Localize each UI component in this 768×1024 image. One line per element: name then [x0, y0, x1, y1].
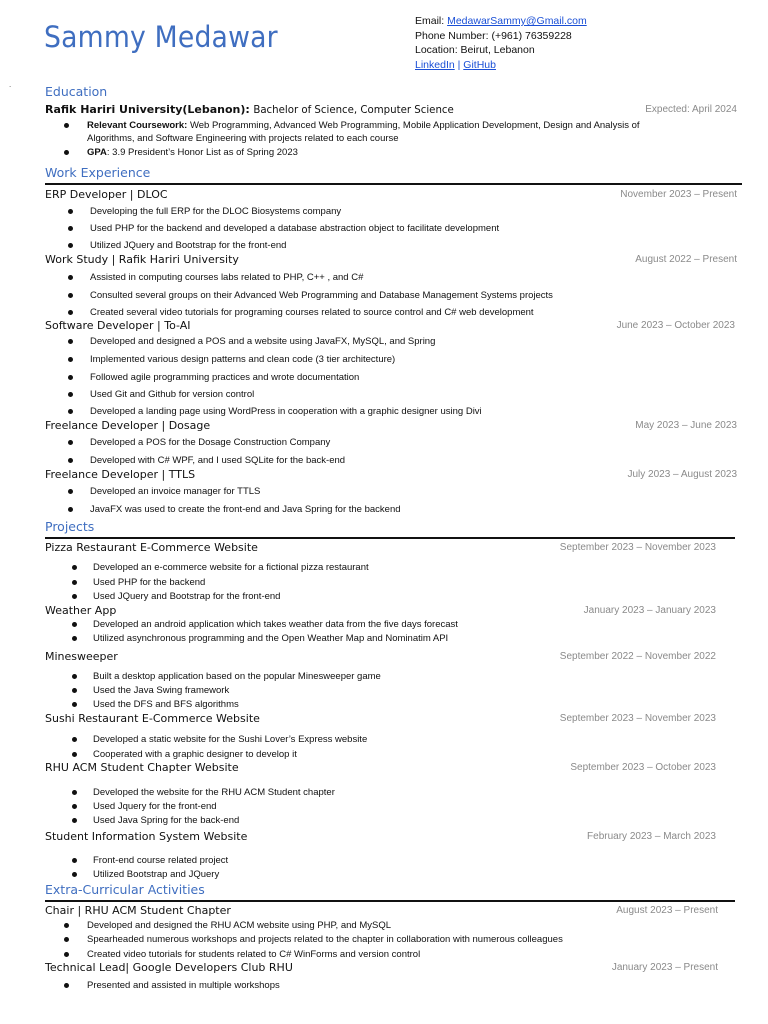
- bullet-text: Utilized JQuery and Bootstrap for the front-end: [90, 240, 287, 251]
- list-item: [93, 576, 205, 589]
- bullet-dot: [72, 622, 77, 627]
- project-title: Minesweeper: [45, 650, 118, 663]
- bullet-dot: [72, 565, 77, 570]
- bullet-text: Built a desktop application based on the popular Minesweeper game: [93, 671, 381, 682]
- list-item: [93, 748, 297, 761]
- bullet-text: Consulted several groups on their Advanced Web Programming and Database Management Systems projects: [90, 290, 553, 301]
- bullet-text: Used Jquery for the front-end: [93, 801, 217, 812]
- bullet-text: Spearheaded numerous workshops and projects related to the chapter in collaboration with numerous colleagues: [87, 934, 563, 945]
- gpa-label: GPA: [87, 147, 107, 158]
- list-item: [93, 670, 381, 683]
- activity-date: August 2023 – Present: [616, 905, 718, 916]
- bullet-text: Developed a POS for the Dosage Construction Company: [90, 437, 331, 448]
- school-name: Rafik Hariri University(Lebanon):: [45, 103, 250, 116]
- project-date: September 2023 – November 2023: [559, 542, 716, 553]
- bullet-dot: [68, 409, 73, 414]
- bullet-text: JavaFX was used to create the front-end and Java Spring for the backend: [90, 504, 401, 515]
- list-item: [90, 388, 254, 401]
- bullet-text: Developing the full ERP for the DLOC Biosystems company: [90, 206, 342, 217]
- bullet-dot: [68, 375, 73, 380]
- bullet-dot: [64, 952, 69, 957]
- project-title: Pizza Restaurant E-Commerce Website: [45, 541, 258, 554]
- bullet-text: Created video tutorials for students related to C# WinForms and version control: [87, 949, 421, 960]
- bullet-dot: [72, 872, 77, 877]
- project-date: September 2023 – October 2023: [570, 762, 716, 773]
- bullet-text: Utilized Bootstrap and JQuery: [93, 869, 220, 880]
- bullet-text: Cooperated with a graphic designer to develop it: [93, 749, 297, 760]
- list-item: [90, 503, 401, 516]
- projects-rule: [45, 537, 735, 539]
- bullet-text: Developed a static website for the Sushi Lover’s Express website: [93, 734, 368, 745]
- bullet-text: Used Git and Github for version control: [90, 389, 255, 400]
- bullet-text: Used PHP for the backend and developed a database abstraction object to facilitate development: [90, 223, 500, 234]
- list-item: [87, 948, 420, 961]
- bullet-text: Used the DFS and BFS algorithms: [93, 699, 239, 710]
- bullet-text: Developed an android application which takes weather data from the five days forecast: [93, 619, 458, 630]
- coursework-label: Relevant Coursework:: [87, 120, 188, 131]
- bullet-text: Developed an invoice manager for TTLS: [90, 486, 261, 497]
- list-item: [90, 289, 553, 302]
- bullet-text: Developed with C# WPF, and I used SQLite for the back-end: [90, 455, 346, 466]
- job-title: Freelance Developer | Dosage: [45, 419, 211, 432]
- bullet-dot: [72, 790, 77, 795]
- bullet-text: Front-end course related project: [93, 855, 229, 866]
- list-item: [90, 271, 363, 284]
- list-item: [93, 590, 280, 603]
- list-item: [93, 684, 229, 697]
- bullet-dot: [68, 310, 73, 315]
- bullet-text: Created several video tutorials for programing courses related to source control and C# web development: [90, 307, 534, 318]
- degree: Bachelor of Science, Computer Science: [253, 105, 454, 116]
- activity-date: January 2023 – Present: [611, 962, 718, 973]
- list-item: [93, 868, 219, 881]
- bullet-text: Developed and designed the RHU ACM website using PHP, and MySQL: [87, 920, 391, 931]
- list-item: [93, 561, 369, 574]
- work-heading: Work Experience: [45, 165, 151, 180]
- education-heading: Education: [45, 84, 108, 99]
- list-item: [90, 239, 286, 252]
- bullet-dot: [68, 440, 73, 445]
- bullet-dot: [68, 339, 73, 344]
- phone-line: [415, 29, 587, 44]
- stray-mark: .: [9, 80, 12, 89]
- list-item: [93, 632, 448, 645]
- bullet-dot: [68, 226, 73, 231]
- coursework-line1: Web Programming, Advanced Web Programming, Mobile Application Development, Design and Analysis of: [189, 120, 640, 131]
- list-item: [87, 979, 280, 992]
- bullet-dot: [72, 594, 77, 599]
- bullet-dot: [72, 674, 77, 679]
- bullet-dot: [68, 392, 73, 397]
- job-title: Freelance Developer | TTLS: [45, 468, 196, 481]
- list-item: [90, 454, 345, 467]
- bullet-dot: [72, 688, 77, 693]
- project-date: February 2023 – March 2023: [587, 831, 716, 842]
- project-title: Student Information System Website: [45, 830, 248, 843]
- bullet-dot: [68, 458, 73, 463]
- gpa-bullet: [87, 146, 298, 159]
- list-item: [93, 618, 458, 631]
- location-value: Beirut, Lebanon: [460, 44, 535, 56]
- list-item: [93, 786, 335, 799]
- extra-heading: Extra-Curricular Activities: [45, 882, 205, 897]
- project-date: September 2023 – November 2023: [559, 713, 716, 724]
- links-line: [415, 58, 587, 73]
- link-separator: |: [457, 58, 461, 71]
- email-link[interactable]: MedawarSammy@Gmail.com: [447, 15, 587, 27]
- job-title: ERP Developer | DLOC: [45, 188, 168, 201]
- github-link[interactable]: GitHub: [463, 58, 496, 71]
- bullet-text: Used Java Spring for the back-end: [93, 815, 240, 826]
- phone-value: (+961) 76359228: [491, 29, 572, 42]
- project-date: January 2023 – January 2023: [583, 605, 716, 616]
- list-item: [90, 371, 359, 384]
- job-title: Software Developer | To-AI: [45, 319, 191, 332]
- project-title: Weather App: [45, 604, 117, 617]
- job-title: Work Study | Rafik Hariri University: [45, 253, 239, 266]
- work-rule: [45, 183, 742, 185]
- list-item: [90, 306, 534, 319]
- job-date: November 2023 – Present: [620, 189, 737, 200]
- job-date: May 2023 – June 2023: [635, 420, 737, 431]
- list-item: [90, 436, 330, 449]
- bullet-dot: [68, 209, 73, 214]
- projects-heading: Projects: [45, 519, 95, 534]
- bullet-text: Used the Java Swing framework: [93, 685, 230, 696]
- bullet-text: Used PHP for the backend: [93, 577, 206, 588]
- list-item: [93, 800, 217, 813]
- bullet-text: Developed and designed a POS and a website using JavaFX, MySQL, and Spring: [90, 336, 436, 347]
- activity-title: Chair | RHU ACM Student Chapter: [45, 904, 231, 917]
- contact-block: [415, 14, 587, 72]
- project-title: Sushi Restaurant E-Commerce Website: [45, 712, 260, 725]
- list-item: [90, 222, 499, 235]
- bullet-dot: [72, 752, 77, 757]
- bullet-text: Followed agile programming practices and wrote documentation: [90, 372, 360, 383]
- bullet-dot: [64, 923, 69, 928]
- bullet-dot: [68, 243, 73, 248]
- list-item: [87, 933, 563, 946]
- bullet-dot: [64, 150, 69, 155]
- bullet-dot: [72, 818, 77, 823]
- phone-label: Phone Number:: [415, 29, 492, 42]
- bullet-dot: [72, 737, 77, 742]
- extra-rule: [45, 900, 735, 902]
- candidate-name: Sammy Medawar: [44, 20, 278, 54]
- job-date: June 2023 – October 2023: [616, 320, 735, 331]
- education-date: Expected: April 2024: [645, 104, 737, 115]
- coursework-line2: Algorithms, and Software Engineering with projects related to each course: [87, 133, 399, 144]
- bullet-dot: [72, 702, 77, 707]
- list-item: [93, 698, 239, 711]
- job-date: August 2022 – Present: [635, 254, 737, 265]
- list-item: [93, 814, 239, 827]
- bullet-dot: [68, 293, 73, 298]
- education-school-line: [45, 103, 454, 116]
- bullet-dot: [68, 357, 73, 362]
- bullet-text: Utilized asynchronous programming and the Open Weather Map and Nominatim API: [93, 633, 449, 644]
- bullet-text: Used JQuery and Bootstrap for the front-end: [93, 591, 281, 602]
- activity-title: Technical Lead| Google Developers Club RHU: [45, 961, 293, 974]
- coursework-bullet: [87, 119, 640, 145]
- email-line: [415, 14, 587, 29]
- project-date: September 2022 – November 2022: [559, 651, 716, 662]
- list-item: [90, 205, 341, 218]
- list-item: [87, 919, 391, 932]
- location-label: Location:: [415, 44, 461, 56]
- project-title: RHU ACM Student Chapter Website: [45, 761, 239, 774]
- email-label: Email:: [415, 15, 448, 27]
- bullet-dot: [68, 275, 73, 280]
- bullet-dot: [72, 804, 77, 809]
- bullet-text: Assisted in computing courses labs related to PHP, C++ , and C#: [90, 272, 364, 283]
- list-item: [90, 485, 260, 498]
- location-line: [415, 43, 587, 58]
- bullet-dot: [72, 858, 77, 863]
- bullet-dot: [72, 636, 77, 641]
- list-item: [90, 353, 395, 366]
- bullet-dot: [68, 507, 73, 512]
- gpa-text: : 3.9 President’s Honor List as of Spring 2023: [106, 147, 298, 158]
- bullet-text: Presented and assisted in multiple workshops: [87, 980, 280, 991]
- bullet-text: Implemented various design patterns and clean code (3 tier architecture): [90, 354, 396, 365]
- bullet-dot: [64, 123, 69, 128]
- list-item: [90, 335, 435, 348]
- bullet-text: Developed a landing page using WordPress in cooperation with a graphic designer using Divi: [90, 406, 482, 417]
- bullet-text: Developed an e-commerce website for a fictional pizza restaurant: [93, 562, 369, 573]
- list-item: [90, 405, 482, 418]
- bullet-text: Developed the website for the RHU ACM Student chapter: [93, 787, 335, 798]
- linkedin-link[interactable]: LinkedIn: [415, 58, 455, 71]
- bullet-dot: [68, 489, 73, 494]
- bullet-dot: [64, 937, 69, 942]
- job-date: July 2023 – August 2023: [627, 469, 737, 480]
- list-item: [93, 854, 228, 867]
- list-item: [93, 733, 367, 746]
- bullet-dot: [64, 983, 69, 988]
- bullet-dot: [72, 580, 77, 585]
